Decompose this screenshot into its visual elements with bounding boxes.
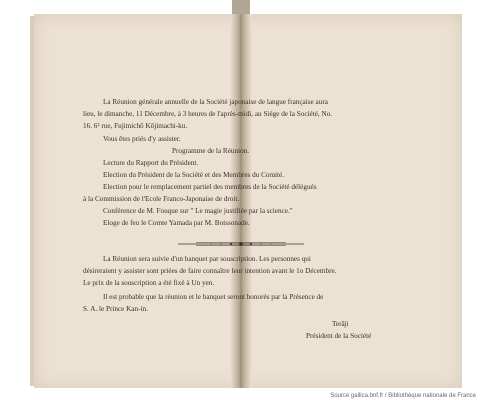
program-item-1: Lecture du Rapport du Président.	[103, 159, 199, 167]
footer-bar	[0, 392, 482, 400]
banquet-line3: Le prix de la souscription a été fixé à Un yen.	[83, 279, 215, 287]
prince-line2: S. A. le Prince Kan-in.	[83, 305, 148, 313]
signature-title: Président de la Société	[306, 332, 372, 340]
paragraph1-line1: La Réunion générale annuelle de la Société japonaise de langue française aura	[103, 98, 328, 106]
source-credit: Source gallica.bnf.fr / Bibliothèque nationale de France	[330, 393, 476, 399]
prince-line1: Il est probable que la réunion et le banquet seront honorés par la Présence de	[103, 293, 324, 301]
signature-name: Terāji	[332, 320, 349, 328]
program-item-3-line1: Election pour le remplacement partiel des membres de la Société délégués	[103, 183, 317, 191]
binding-top	[232, 0, 250, 14]
ornamental-divider	[176, 240, 306, 248]
paragraph1-line3: 16. 6² rue, Fujimichō Kōjimachi-ku.	[83, 122, 188, 130]
program-item-2: Election du Président de la Société et des Membres du Comité.	[103, 171, 285, 179]
program-title: Programme de la Réunion.	[172, 147, 250, 155]
paragraph1-line2: lieu, le dimanche, 11 Décembre, à 3 heures de l'après-midi, au Siége de la Société, No.	[83, 110, 333, 118]
program-item-3-line2: à la Commission de l'Ecole Franco-Japonaise de droit.	[83, 195, 240, 203]
banquet-line1: La Réunion sera suivie d'un banquet par souscription. Les personnes qui	[103, 255, 311, 263]
invitation-text: Vous êtes priés d'y assister.	[103, 135, 181, 143]
program-item-4: Conférence de M. Fouque sur " Le magie justifiée par la science."	[103, 207, 293, 215]
program-item-5: Eloge de feu le Comte Yamada par M. Boissonade.	[103, 219, 250, 227]
banquet-line2: désireraient y assister sont priées de faire connaître leur intention avant le 1o Décembre.	[83, 267, 337, 275]
